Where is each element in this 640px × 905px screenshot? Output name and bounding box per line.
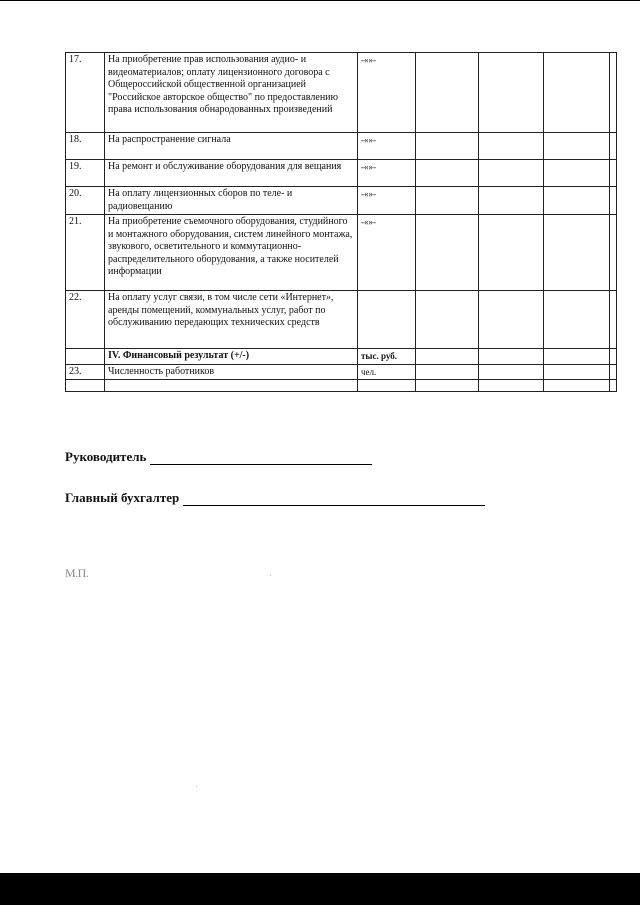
accountant-signature-block (65, 490, 485, 506)
value-cell (416, 364, 479, 380)
value-cell (479, 160, 544, 187)
row-number: 18. (66, 133, 105, 160)
section-heading: IV. Финансовый результат (+/-) (105, 349, 358, 365)
accountant-signature-label: Главный бухгалтер (65, 490, 180, 505)
stamp-placeholder: М.П. (65, 566, 89, 580)
value-cell (544, 53, 610, 133)
row-number: 17. (66, 53, 105, 133)
row-unit: -«»- (358, 53, 416, 133)
table-row (66, 380, 617, 392)
row-description: На оплату услуг связи, в том числе сети «Интернет», аренды помещений, коммунальных услуг, работ по обслуживанию передающих технических средств (105, 291, 358, 349)
row-unit: -«»- (358, 133, 416, 160)
top-edge-line (0, 0, 640, 1)
head-signature-label: Руководитель (65, 449, 147, 464)
row-description: На оплату лицензионных сборов по теле- и радиовещанию (105, 187, 358, 215)
value-cell (416, 380, 479, 392)
table-row (66, 364, 617, 380)
value-cell (416, 133, 479, 160)
row-unit (358, 380, 416, 392)
table-row (66, 215, 617, 291)
row-number: 19. (66, 160, 105, 187)
row-description: Численность работников (105, 364, 358, 380)
value-cell (544, 160, 610, 187)
row-description: На распространение сигнала (105, 133, 358, 160)
row-unit: -«»- (358, 215, 416, 291)
row-unit: чел. (358, 364, 416, 380)
table-row (66, 133, 617, 160)
value-cell (544, 364, 610, 380)
value-cell (544, 349, 610, 365)
value-cell (610, 291, 617, 349)
row-description: На ремонт и обслуживание оборудования для вещания (105, 160, 358, 187)
table-row (66, 53, 617, 133)
value-cell (479, 380, 544, 392)
value-cell (544, 380, 610, 392)
value-cell (544, 291, 610, 349)
value-cell (610, 187, 617, 215)
value-cell (610, 364, 617, 380)
value-cell (610, 133, 617, 160)
value-cell (479, 364, 544, 380)
value-cell (610, 349, 617, 365)
row-number (66, 349, 105, 365)
row-description: На приобретение прав использования аудио- и видеоматериалов; оплату лицензионного договора с Общероссийской общественной организацией "Российское авторское общество" по предоставлению права использования обнародованных произведений (105, 53, 358, 133)
value-cell (416, 215, 479, 291)
row-unit: -«»- (358, 187, 416, 215)
row-unit: тыс. руб. (358, 349, 416, 365)
head-signature-block (65, 449, 372, 465)
scan-speck (196, 786, 197, 787)
value-cell (416, 187, 479, 215)
value-cell (479, 53, 544, 133)
row-number: 21. (66, 215, 105, 291)
row-unit (358, 291, 416, 349)
value-cell (544, 187, 610, 215)
accountant-signature-line (183, 492, 485, 506)
scan-bottom-border (0, 873, 640, 905)
row-description (105, 380, 358, 392)
expense-report-table (65, 52, 617, 392)
value-cell (479, 291, 544, 349)
scan-speck (270, 575, 271, 576)
value-cell (610, 53, 617, 133)
table-row (66, 349, 617, 365)
table-row (66, 187, 617, 215)
row-number: 20. (66, 187, 105, 215)
value-cell (479, 215, 544, 291)
table-row (66, 291, 617, 349)
value-cell (416, 349, 479, 365)
value-cell (610, 380, 617, 392)
value-cell (479, 133, 544, 160)
value-cell (479, 187, 544, 215)
value-cell (610, 160, 617, 187)
table-row (66, 160, 617, 187)
value-cell (416, 160, 479, 187)
value-cell (416, 291, 479, 349)
row-description: На приобретение съемочного оборудования, студийного и монтажного оборудования, систем линейного монтажа, звукового, осветительного и коммутационно-распределительного оборудования, а также носителей информации (105, 215, 358, 291)
row-unit: -«»- (358, 160, 416, 187)
value-cell (610, 215, 617, 291)
value-cell (479, 349, 544, 365)
row-number (66, 380, 105, 392)
value-cell (544, 215, 610, 291)
head-signature-line (150, 451, 372, 465)
row-number: 22. (66, 291, 105, 349)
value-cell (416, 53, 479, 133)
value-cell (544, 133, 610, 160)
row-number: 23. (66, 364, 105, 380)
